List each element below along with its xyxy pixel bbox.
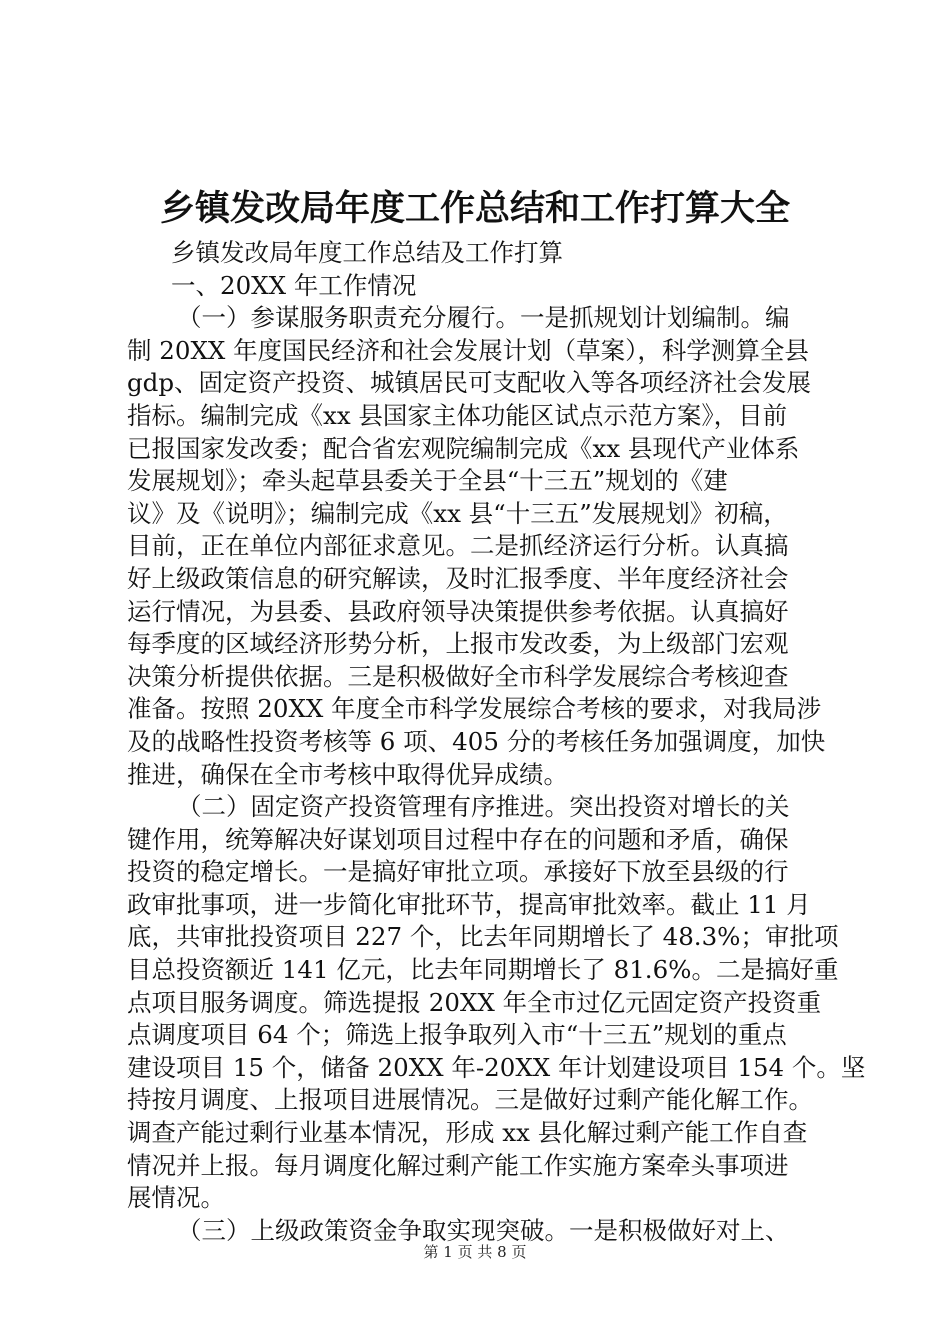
paragraph-line: （二）固定资产投资管理有序推进。突出投资对增长的关 — [177, 792, 790, 822]
paragraph-line: 底，共审批投资项目 227 个，比去年同期增长了 48.3%；审批项 — [127, 922, 839, 952]
paragraph-line: 已报国家发改委；配合省宏观院编制完成《xx 县现代产业体系 — [127, 433, 800, 463]
paragraph-line: 目总投资额近 141 亿元，比去年同期增长了 81.6%。二是搞好重 — [127, 955, 839, 985]
paragraph-line: 建设项目 15 个，储备 20XX 年-20XX 年计划建设项目 154 个。坚 — [127, 1052, 866, 1082]
paragraph-line: gdp、固定资产投资、城镇居民可支配收入等各项经济社会发展 — [127, 368, 812, 398]
paragraph-line: 点调度项目 64 个；筛选上报争取列入市“十三五”规划的重点 — [127, 1020, 787, 1050]
paragraph-line: 运行情况，为县委、县政府领导决策提供参考依据。认真搞好 — [127, 596, 789, 626]
paragraph-line: 制 20XX 年度国民经济和社会发展计划（草案），科学测算全县 — [127, 335, 809, 365]
paragraph-line: 议》及《说明》；编制完成《xx 县“十三五”发展规划》初稿， — [127, 498, 788, 528]
paragraph-line: 及的战略性投资考核等 6 项、405 分的考核任务加强调度，加快 — [127, 726, 826, 756]
paragraph-line: 展情况。 — [127, 1183, 225, 1213]
paragraph-line: 准备。按照 20XX 年度全市科学发展综合考核的要求，对我局涉 — [127, 694, 822, 724]
paragraph-line: 每季度的区域经济形势分析，上报市发改委，为上级部门宏观 — [127, 629, 789, 659]
paragraph-line: 持按月调度、上报项目进展情况。三是做好过剩产能化解工作。 — [127, 1085, 813, 1115]
paragraph-line: （一）参谋服务职责充分履行。一是抓规划计划编制。编 — [177, 303, 790, 333]
paragraph-line: 投资的稳定增长。一是搞好审批立项。承接好下放至县级的行 — [127, 857, 789, 887]
section-heading: 一、20XX 年工作情况 — [171, 270, 417, 300]
paragraph-line: 指标。编制完成《xx 县国家主体功能区试点示范方案》，目前 — [127, 400, 788, 430]
paragraph-line: 发展规划》；牵头起草县委关于全县“十三五”规划的《建 — [127, 466, 728, 496]
paragraph-line: 情况并上报。每月调度化解过剩产能工作实施方案牵头事项进 — [127, 1150, 789, 1180]
paragraph-line: 决策分析提供依据。三是积极做好全市科学发展综合考核迎查 — [127, 661, 789, 691]
subtitle-line: 乡镇发改局年度工作总结及工作打算 — [171, 238, 563, 267]
paragraph-line: （三）上级政策资金争取实现突破。一是积极做好对上、 — [177, 1215, 790, 1245]
paragraph-line: 推进，确保在全市考核中取得优异成绩。 — [127, 759, 568, 789]
paragraph-line: 好上级政策信息的研究解读，及时汇报季度、半年度经济社会 — [127, 563, 789, 593]
paragraph-line: 目前，正在单位内部征求意见。二是抓经济运行分析。认真搞 — [127, 531, 789, 561]
paragraph-line: 调查产能过剩行业基本情况，形成 xx 县化解过剩产能工作自查 — [127, 1118, 808, 1148]
page-number-footer: 第 1 页 共 8 页 — [423, 1243, 527, 1261]
document-body — [127, 237, 866, 1247]
paragraph-line: 点项目服务调度。筛选提报 20XX 年全市过亿元固定资产投资重 — [127, 987, 822, 1017]
paragraph-line: 政审批事项，进一步简化审批环节，提高审批效率。截止 11 月 — [127, 889, 811, 919]
paragraph-line: 键作用，统筹解决好谋划项目过程中存在的问题和矛盾，确保 — [127, 824, 789, 854]
document-title: 乡镇发改局年度工作总结和工作打算大全 — [159, 188, 790, 229]
